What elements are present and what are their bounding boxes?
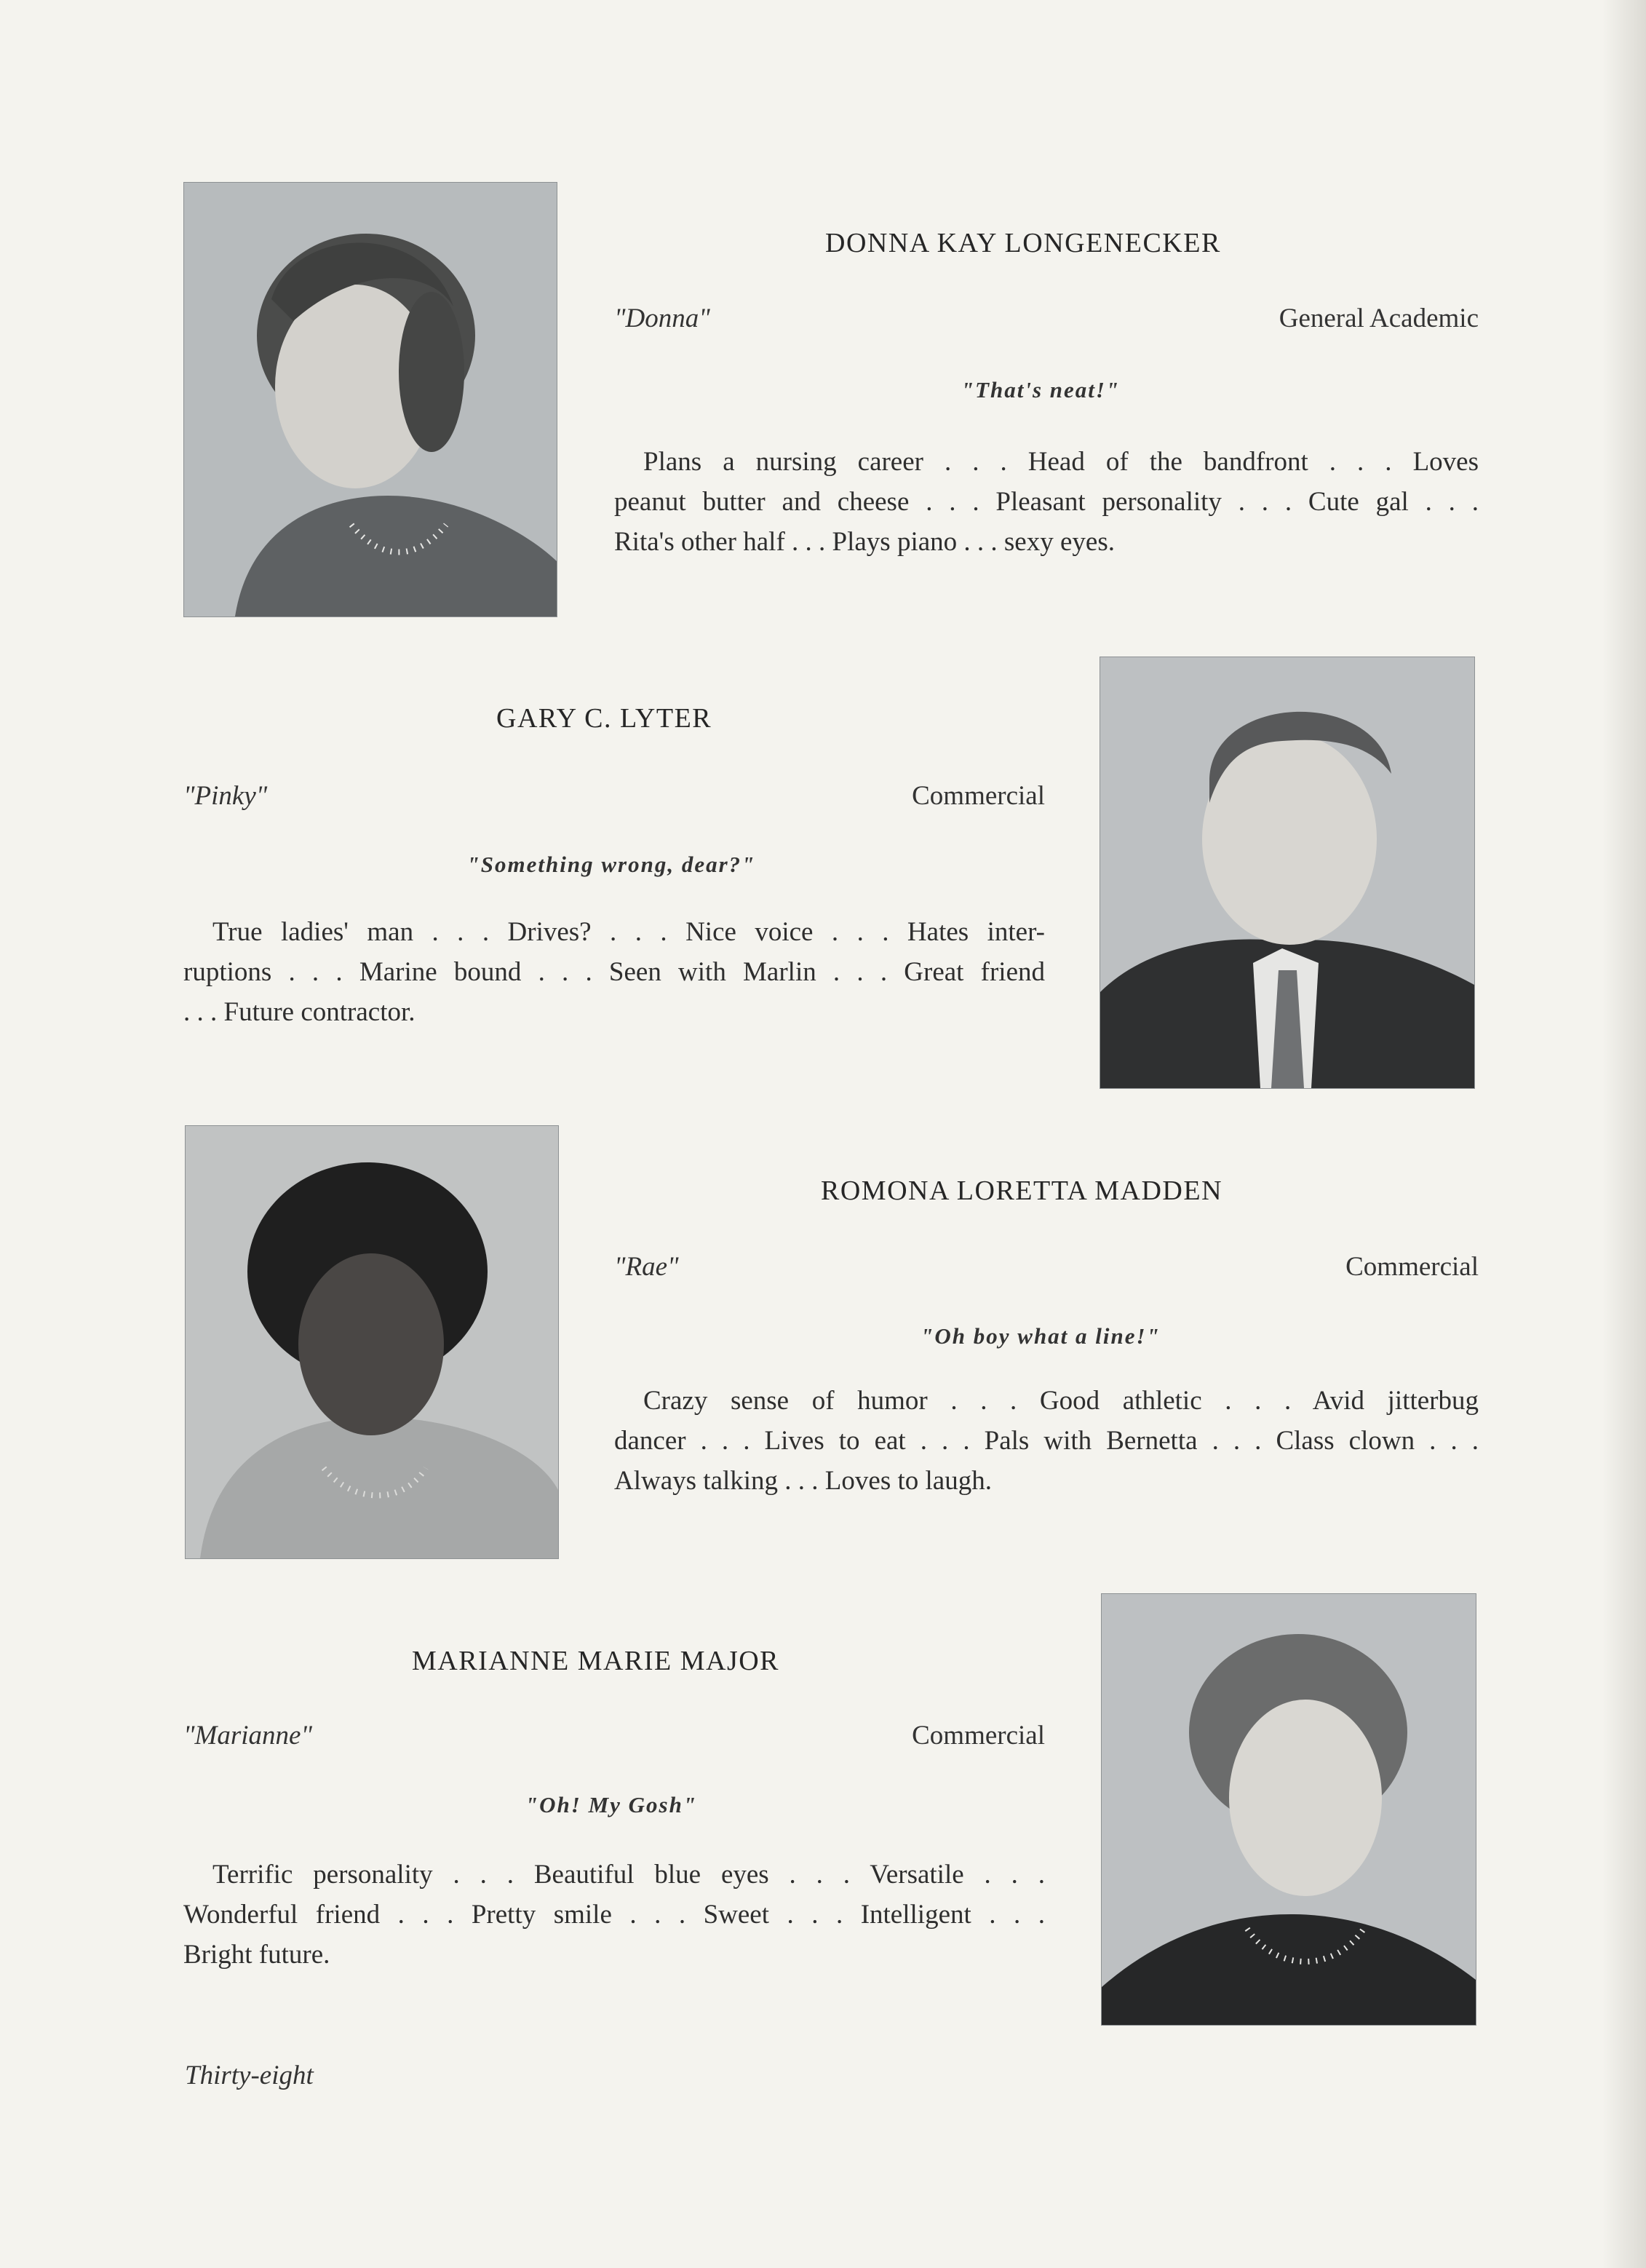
bio-line: Crazy sense of humor . . . Good athletic . . . Avid jitterbug [643,1386,1479,1416]
student-name-longenecker: DONNA KAY LONGENECKER [825,228,1221,258]
bio-line: Terrific personality . . . Beautiful blue eyes . . . Versatile . . . [212,1860,1045,1890]
student-quote-lyter: "Something wrong, dear?" [466,852,756,877]
student-nickname-lyter: "Pinky" [183,781,268,811]
bio-line: True ladies' man . . . Drives? . . . Nice voice . . . Hates inter- [212,917,1045,947]
bio-line: Plans a nursing career . . . Head of the bandfront . . . Loves [643,447,1479,477]
portrait-photo-major [1101,1593,1476,2026]
bio-line: Wonderful friend . . . Pretty smile . . . Sweet . . . Intelligent . . . [183,1900,1045,1930]
student-bio-lyter [183,912,1045,1032]
student-name-madden: ROMONA LORETTA MADDEN [821,1175,1223,1206]
student-bio-madden [614,1381,1479,1501]
student-nickname-madden: "Rae" [614,1252,679,1282]
bio-line: . . . Future contractor. [183,997,416,1027]
portrait-photo-longenecker [183,182,557,617]
student-quote-longenecker: "That's neat!" [961,377,1121,403]
bio-line: Always talking . . . Loves to laugh. [614,1466,992,1496]
portrait-photo-lyter [1100,657,1475,1089]
student-quote-major: "Oh! My Gosh" [525,1792,698,1817]
student-bio-longenecker [614,442,1479,562]
student-course-longenecker: General Academic [1279,304,1479,333]
student-name-major: MARIANNE MARIE MAJOR [412,1646,780,1676]
student-quote-madden: "Oh boy what a line!" [921,1323,1161,1349]
student-bio-major [183,1855,1045,1975]
student-nickname-major: "Marianne" [183,1721,312,1750]
student-course-lyter: Commercial [912,781,1045,811]
portrait-photo-madden [185,1125,559,1559]
bio-line: ruptions . . . Marine bound . . . Seen with Marlin . . . Great friend [183,957,1045,987]
student-name-lyter: GARY C. LYTER [496,703,712,734]
page-edge-shadow [1602,0,1646,2268]
student-course-madden: Commercial [1345,1252,1479,1282]
bio-line: dancer . . . Lives to eat . . . Pals with Bernetta . . . Class clown . . . [614,1426,1479,1456]
student-nickname-longenecker: "Donna" [614,304,710,333]
bio-line: Bright future. [183,1940,330,1970]
student-course-major: Commercial [912,1721,1045,1750]
bio-line: Rita's other half . . . Plays piano . . . sexy eyes. [614,527,1115,557]
page-number: Thirty-eight [185,2061,314,2090]
bio-line: peanut butter and cheese . . . Pleasant personality . . . Cute gal . . . [614,487,1479,517]
